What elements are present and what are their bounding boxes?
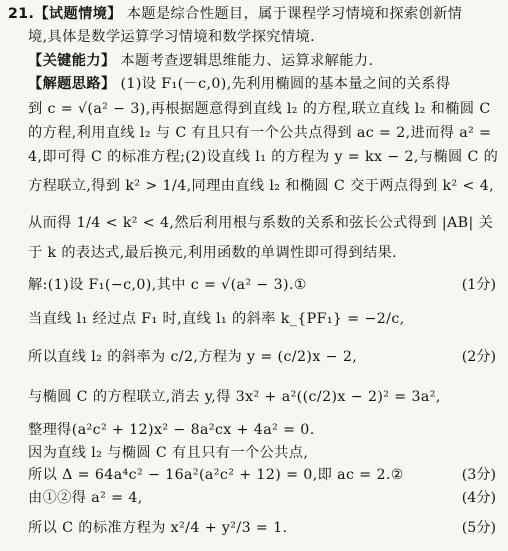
idea-text-4: 4,即可得 C 的标准方程;(2)设直线 l₁ 的方程为 y = kx − 2,与椭圆 C 的 bbox=[28, 149, 499, 165]
solution-line-3: 所以直线 l₂ 的斜率为 c/2,方程为 y = (c/2)x − 2, bbox=[28, 349, 358, 365]
solution-line-5: 整理得(a²c² + 12)x² − 8a²cx + 4a² = 0. bbox=[28, 422, 315, 438]
idea-tag: 【解题思路】 bbox=[28, 76, 116, 92]
ability-line bbox=[28, 51, 502, 71]
situation-text-2: 境,具体是数学运算学习情境和数学探究情境. bbox=[28, 29, 315, 45]
score-3: (3分) bbox=[461, 467, 496, 483]
problem-header-line bbox=[8, 4, 502, 24]
solution-line-1: 解:(1)设 F₁(−c,0),其中 c = √(a² − 3).① bbox=[28, 277, 307, 293]
idea-text-6: 从而得 1/4 < k² < 4,然后利用根与系数的关系和弦长公式得到 |AB| 关 bbox=[28, 215, 494, 231]
solution-line-4: 与椭圆 C 的方程联立,消去 y,得 3x² + a²((c/2)x − 2)² = 3a², bbox=[28, 389, 441, 405]
solution-line-6: 因为直线 l₂ 与椭圆 C 有且只有一个公共点, bbox=[28, 445, 309, 461]
idea-text-3: 的方程,利用直线 l₂ 与 C 有且只有一个公共点得到 ac = 2,进而得 a² = bbox=[28, 125, 492, 141]
situation-text-1: 本题是综合性题目，属于课程学习情境和探索创新情 bbox=[126, 6, 463, 22]
solution-line-8: 由①②得 a² = 4, bbox=[28, 490, 143, 506]
solution-line-9: 所以 C 的标准方程为 x²/4 + y²/3 = 1. bbox=[28, 520, 288, 536]
score-4: (4分) bbox=[461, 490, 496, 506]
ability-text: 本题考查逻辑思维能力、运算求解能力. bbox=[120, 53, 374, 69]
solution-line-2: 当直线 l₁ 经过点 F₁ 时,直线 l₁ 的斜率 k_{PF₁} = −2/c, bbox=[28, 311, 405, 327]
idea-text-1: (1)设 F₁(－c,0),先利用椭圆的基本量之间的关系得 bbox=[120, 76, 451, 92]
score-5: (5分) bbox=[461, 520, 496, 536]
situation-tag: 【试题情境】 bbox=[34, 6, 122, 22]
idea-line bbox=[28, 74, 502, 94]
idea-text-7: 于 k 的表达式,最后换元,利用函数的单调性即可得到结果. bbox=[28, 245, 398, 261]
idea-text-2: 到 c = √(a² − 3),再根据题意得到直线 l₂ 的方程,联立直线 l₂ 和椭圆 C bbox=[28, 101, 491, 117]
idea-text-5: 方程联立,得到 k² > 1/4,同理由直线 l₂ 和椭圆 C 交于两点得到 k² < 4, bbox=[28, 178, 495, 194]
ability-tag: 【关键能力】 bbox=[28, 53, 116, 69]
solution-line-7: 所以 Δ = 64a⁴c² − 16a²(a²c² + 12) = 0,即 ac = 2.② bbox=[28, 467, 404, 483]
score-2: (2分) bbox=[461, 349, 496, 365]
problem-number: 21. bbox=[8, 6, 35, 22]
score-1: (1分) bbox=[461, 277, 496, 293]
